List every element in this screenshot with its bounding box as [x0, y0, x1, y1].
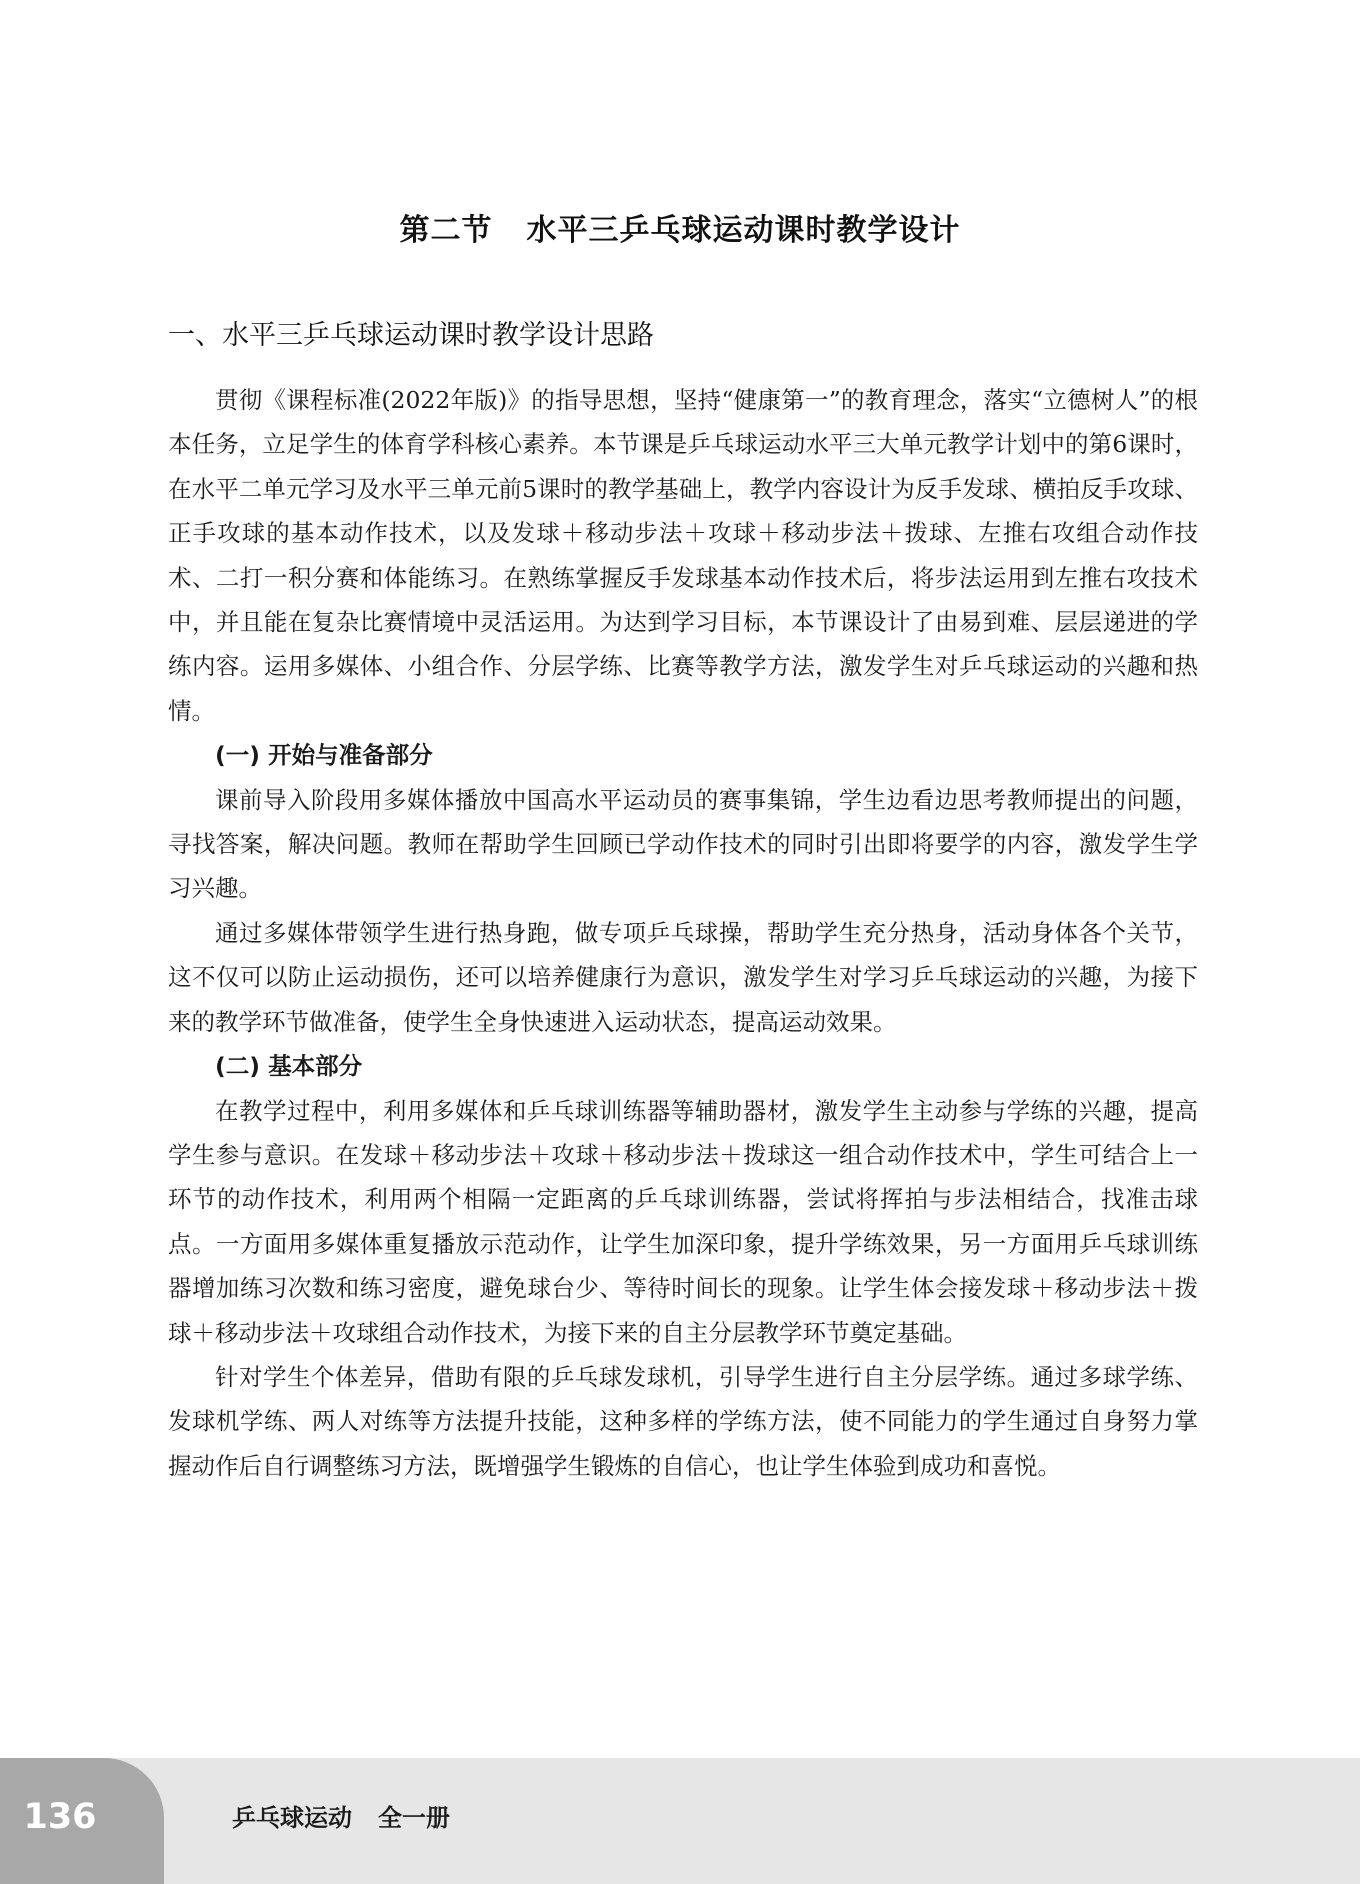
- subsection-heading: (一) 开始与准备部分: [215, 741, 433, 770]
- paragraph: 针对学生个体差异，借助有限的乒乓球发球机，引导学生进行自主分层学练。通过多球学练、发球机学练、两人对练等方法提升技能，这种多样的学练方法，使不同能力的学生通过自身努力掌握动作后自行调整练习方法，既增强学生锻炼的自信心，也让学生体验到成功和喜悦。: [168, 1362, 1198, 1480]
- paragraph: 课前导入阶段用多媒体播放中国高水平运动员的赛事集锦，学生边看边思考教师提出的问题，寻找答案，解决问题。教师在帮助学生回顾已学动作技术的同时引出即将要学的内容，激发学生学习兴趣。: [168, 785, 1198, 903]
- book-name: 乒乓球运动: [232, 1804, 352, 1832]
- paragraph: 贯彻《课程标准(2022年版)》的指导思想，坚持“健康第一”的教育理念，落实“立德树人”的根本任务，立足学生的体育学科核心素养。本节课是乒乓球运动水平三大单元教学计划中的第6课时，在水平二单元学习及水平三单元前5课时的教学基础上，教学内容设计为反手发球、横拍反手攻球、正手攻球的基本动作技术，以及发球＋移动步法＋攻球＋移动步法＋拨球、左推右攻组合动作技术、二打一积分赛和体能练习。在熟练掌握反手发球基本动作技术后，将步法运用到左推右攻技术中，并且能在复杂比赛情境中灵活运用。为达到学习目标，本节课设计了由易到难、层层递进的学练内容。运用多媒体、小组合作、分层学练、比赛等教学方法，激发学生对乒乓球运动的兴趣和热情。: [168, 386, 1198, 725]
- body-text: [168, 378, 1198, 1488]
- section-heading: 一、水平三乒乓球运动课时教学设计思路: [168, 320, 654, 351]
- book-title: [232, 1798, 450, 1833]
- paragraph: 在教学过程中，利用多媒体和乒乓球训练器等辅助器材，激发学生主动参与学练的兴趣，提高学生参与意识。在发球＋移动步法＋攻球＋移动步法＋拨球这一组合动作技术中，学生可结合上一环节的动作技术，利用两个相隔一定距离的乒乓球训练器，尝试将挥拍与步法相结合，找准击球点。一方面用多媒体重复播放示范动作，让学生加深印象，提升学练效果，另一方面用乒乓球训练器增加练习次数和练习密度，避免球台少、等待时间长的现象。让学生体会接发球＋移动步法＋拨球＋移动步法＋攻球组合动作技术，为接下来的自主分层教学环节奠定基础。: [168, 1096, 1198, 1347]
- section-number: 第二节: [399, 213, 493, 248]
- paragraph: 通过多媒体带领学生进行热身跑，做专项乒乓球操，帮助学生充分热身，活动身体各个关节，这不仅可以防止运动损伤，还可以培养健康行为意识，激发学生对学习乒乓球运动的兴趣，为接下来的教学环节做准备，使学生全身快速进入运动状态，提高运动效果。: [168, 918, 1198, 1036]
- page-title: [0, 205, 1360, 249]
- subsection-heading: (二) 基本部分: [215, 1052, 363, 1081]
- footer-bar: [0, 1758, 1360, 1884]
- page-number: 136: [23, 1797, 97, 1837]
- section-title-text: 水平三乒乓球运动课时教学设计: [526, 213, 961, 248]
- book-volume: 全一册: [378, 1804, 450, 1832]
